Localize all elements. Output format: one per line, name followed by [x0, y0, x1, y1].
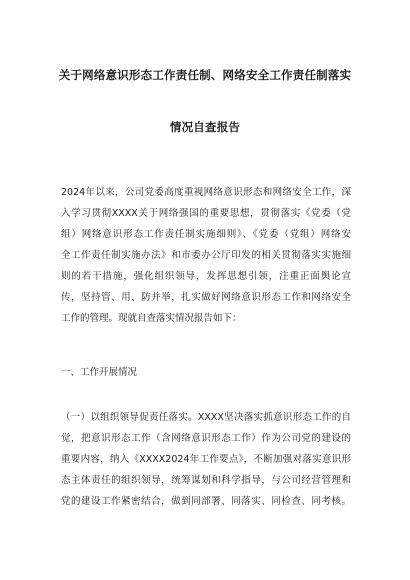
document-title-line-1: 关于网络意识形态工作责任制、网络安全工作责任制落实	[58, 68, 352, 82]
section-paragraph-line: 党的建设工作紧密结合，做到同部署、同落实、同检查、同考核。	[61, 496, 351, 507]
section-paragraph-line: （一）以组织领导促责任落实。XXXX坚决落实抓意识形态工作的自	[61, 412, 351, 423]
section-paragraph-line: 态主体责任的组织领导，统筹谋划和科学指导，与公司经营管理和	[61, 475, 351, 486]
section-heading: 一、工作开展情况	[61, 367, 138, 378]
intro-paragraph-line: 则的若干措施，强化组织领导，发挥思想引领，注重正面舆论宣	[61, 271, 351, 282]
intro-paragraph-line: 全工作责任制实施办法》和市委办公厅印发的相关贯彻落实实施细	[61, 250, 351, 261]
section-paragraph-line: 重要内容，纳入《XXXX2024年工作要点》，不断加强对落实意识形	[61, 454, 351, 465]
section-paragraph-line: 觉，把意识形态工作（含网络意识形态工作）作为公司党的建设的	[61, 433, 351, 444]
intro-paragraph	[61, 182, 351, 329]
document-title-line-2: 情况自查报告	[169, 120, 241, 134]
intro-paragraph-line: 工作的管理。现就自查落实情况报告如下：	[61, 313, 242, 324]
intro-paragraph-line: 组）网络意识形态工作责任制实施细则》、《党委（党组）网络安	[61, 229, 351, 240]
intro-paragraph-line: 2024年以来，公司党委高度重视网络意识形态和网络安全工作，深	[61, 187, 351, 198]
intro-paragraph-line: 入学习贯彻XXXX关于网络强国的重要思想，贯彻落实《党委（党	[61, 208, 351, 219]
section-paragraph	[61, 407, 351, 512]
intro-paragraph-line: 传，坚持管、用、防并举，扎实做好网络意识形态工作和网络安全	[61, 292, 351, 303]
